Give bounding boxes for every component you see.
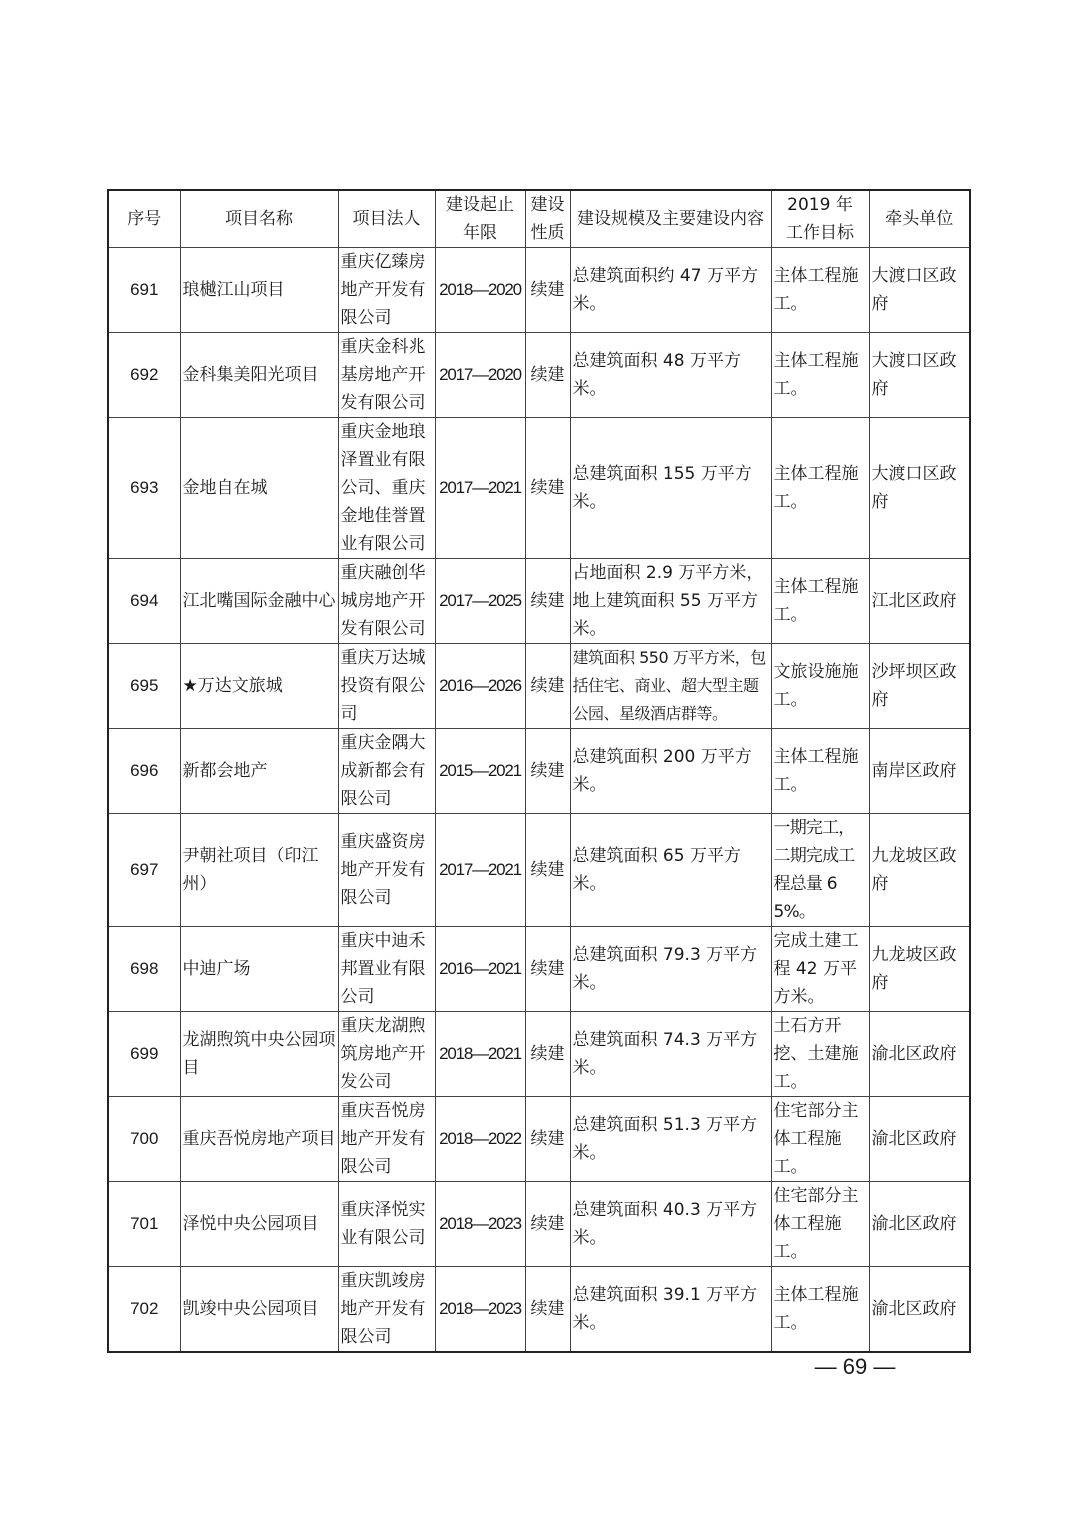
row-nature: 续建: [525, 1267, 570, 1353]
row-lead: 沙坪坝区政府: [869, 644, 970, 729]
row-nature: 续建: [525, 248, 570, 333]
row-owner: 重庆融创华城房地产开发有限公司: [338, 559, 435, 644]
row-name: 金地自在城: [180, 418, 338, 559]
table-row: [108, 418, 970, 559]
row-scale: 建筑面积 550 万平方米，包括住宅、商业、超大型主题公园、星级酒店群等。: [570, 644, 771, 729]
header-target: 2019 年工作目标: [771, 190, 869, 248]
row-lead: 九龙坡区政府: [869, 927, 970, 1012]
row-target: 一期完工，二期完成工程总量 65%。: [771, 814, 869, 927]
row-name: 琅樾江山项目: [180, 248, 338, 333]
row-period: 2015—2021: [435, 729, 525, 814]
row-period: 2018—2023: [435, 1267, 525, 1353]
row-nature: 续建: [525, 927, 570, 1012]
row-target: 主体工程施工。: [771, 559, 869, 644]
row-lead: 渝北区政府: [869, 1182, 970, 1267]
row-owner: 重庆金科兆基房地产开发有限公司: [338, 333, 435, 418]
row-period: 2017—2025: [435, 559, 525, 644]
row-owner: 重庆吾悦房地产开发有限公司: [338, 1097, 435, 1182]
header-lead: 牵头单位: [869, 190, 970, 248]
row-name: ★万达文旅城: [180, 644, 338, 729]
table-row: [108, 1267, 970, 1353]
row-period: 2017—2021: [435, 418, 525, 559]
row-lead: 九龙坡区政府: [869, 814, 970, 927]
row-scale: 总建筑面积 40.3 万平方米。: [570, 1182, 771, 1267]
header-nature: 建设性质: [525, 190, 570, 248]
table-row: [108, 559, 970, 644]
row-period: 2018—2020: [435, 248, 525, 333]
row-nature: 续建: [525, 814, 570, 927]
row-no: 693: [108, 418, 180, 559]
table-row: [108, 1012, 970, 1097]
project-table: [107, 189, 971, 1353]
row-no: 691: [108, 248, 180, 333]
table-row: [108, 333, 970, 418]
row-name: 江北嘴国际金融中心: [180, 559, 338, 644]
row-no: 694: [108, 559, 180, 644]
table-row: [108, 644, 970, 729]
row-owner: 重庆中迪禾邦置业有限公司: [338, 927, 435, 1012]
row-no: 692: [108, 333, 180, 418]
row-scale: 总建筑面积 200 万平方米。: [570, 729, 771, 814]
row-owner: 重庆万达城投资有限公司: [338, 644, 435, 729]
page-number: — 69 —: [814, 1354, 896, 1379]
row-nature: 续建: [525, 644, 570, 729]
row-nature: 续建: [525, 1012, 570, 1097]
row-name: 凯竣中央公园项目: [180, 1267, 338, 1353]
row-period: 2018—2021: [435, 1012, 525, 1097]
row-target: 主体工程施工。: [771, 418, 869, 559]
row-no: 699: [108, 1012, 180, 1097]
row-name: 中迪广场: [180, 927, 338, 1012]
row-scale: 占地面积 2.9 万平方米，地上建筑面积 55 万平方米。: [570, 559, 771, 644]
row-target: 住宅部分主体工程施工。: [771, 1097, 869, 1182]
row-lead: 大渡口区政府: [869, 418, 970, 559]
row-lead: 大渡口区政府: [869, 248, 970, 333]
table-row: [108, 248, 970, 333]
table-row: [108, 729, 970, 814]
row-scale: 总建筑面积约 47 万平方米。: [570, 248, 771, 333]
row-scale: 总建筑面积 39.1 万平方米。: [570, 1267, 771, 1353]
row-no: 697: [108, 814, 180, 927]
header-owner: 项目法人: [338, 190, 435, 248]
header-scale: 建设规模及主要建设内容: [570, 190, 771, 248]
row-target: 主体工程施工。: [771, 333, 869, 418]
table-header-row: [108, 190, 970, 248]
row-lead: 江北区政府: [869, 559, 970, 644]
row-nature: 续建: [525, 1097, 570, 1182]
row-owner: 重庆盛资房地产开发有限公司: [338, 814, 435, 927]
row-name: 新都会地产: [180, 729, 338, 814]
row-lead: 渝北区政府: [869, 1267, 970, 1353]
row-owner: 重庆凯竣房地产开发有限公司: [338, 1267, 435, 1353]
row-no: 702: [108, 1267, 180, 1353]
row-scale: 总建筑面积 65 万平方米。: [570, 814, 771, 927]
row-nature: 续建: [525, 1182, 570, 1267]
table-row: [108, 927, 970, 1012]
row-name: 泽悦中央公园项目: [180, 1182, 338, 1267]
row-scale: 总建筑面积 74.3 万平方米。: [570, 1012, 771, 1097]
row-period: 2017—2021: [435, 814, 525, 927]
header-name: 项目名称: [180, 190, 338, 248]
row-owner: 重庆金地琅泽置业有限公司、重庆金地佳誉置业有限公司: [338, 418, 435, 559]
row-lead: 渝北区政府: [869, 1012, 970, 1097]
row-target: 文旅设施施工。: [771, 644, 869, 729]
row-target: 完成土建工程 42 万平方米。: [771, 927, 869, 1012]
row-name: 尹朝社项目（印江州）: [180, 814, 338, 927]
row-period: 2016—2026: [435, 644, 525, 729]
header-period: 建设起止年限: [435, 190, 525, 248]
row-no: 698: [108, 927, 180, 1012]
row-period: 2016—2021: [435, 927, 525, 1012]
row-name: 重庆吾悦房地产项目: [180, 1097, 338, 1182]
row-scale: 总建筑面积 51.3 万平方米。: [570, 1097, 771, 1182]
row-lead: 大渡口区政府: [869, 333, 970, 418]
row-nature: 续建: [525, 559, 570, 644]
row-no: 695: [108, 644, 180, 729]
row-target: 土石方开挖、土建施工。: [771, 1012, 869, 1097]
row-target: 主体工程施工。: [771, 1267, 869, 1353]
row-owner: 重庆龙湖煦筑房地产开发公司: [338, 1012, 435, 1097]
row-target: 主体工程施工。: [771, 248, 869, 333]
header-no: 序号: [108, 190, 180, 248]
row-nature: 续建: [525, 333, 570, 418]
row-target: 主体工程施工。: [771, 729, 869, 814]
row-nature: 续建: [525, 418, 570, 559]
row-period: 2018—2023: [435, 1182, 525, 1267]
row-name: 金科集美阳光项目: [180, 333, 338, 418]
row-name: 龙湖煦筑中央公园项目: [180, 1012, 338, 1097]
row-nature: 续建: [525, 729, 570, 814]
row-lead: 渝北区政府: [869, 1097, 970, 1182]
row-owner: 重庆泽悦实业有限公司: [338, 1182, 435, 1267]
row-no: 701: [108, 1182, 180, 1267]
row-period: 2017—2020: [435, 333, 525, 418]
row-period: 2018—2022: [435, 1097, 525, 1182]
row-lead: 南岸区政府: [869, 729, 970, 814]
row-scale: 总建筑面积 79.3 万平方米。: [570, 927, 771, 1012]
table-row: [108, 814, 970, 927]
row-target: 住宅部分主体工程施工。: [771, 1182, 869, 1267]
table-row: [108, 1182, 970, 1267]
row-no: 700: [108, 1097, 180, 1182]
row-owner: 重庆金隅大成新都会有限公司: [338, 729, 435, 814]
row-scale: 总建筑面积 48 万平方米。: [570, 333, 771, 418]
row-owner: 重庆亿臻房地产开发有限公司: [338, 248, 435, 333]
row-scale: 总建筑面积 155 万平方米。: [570, 418, 771, 559]
table-row: [108, 1097, 970, 1182]
row-no: 696: [108, 729, 180, 814]
